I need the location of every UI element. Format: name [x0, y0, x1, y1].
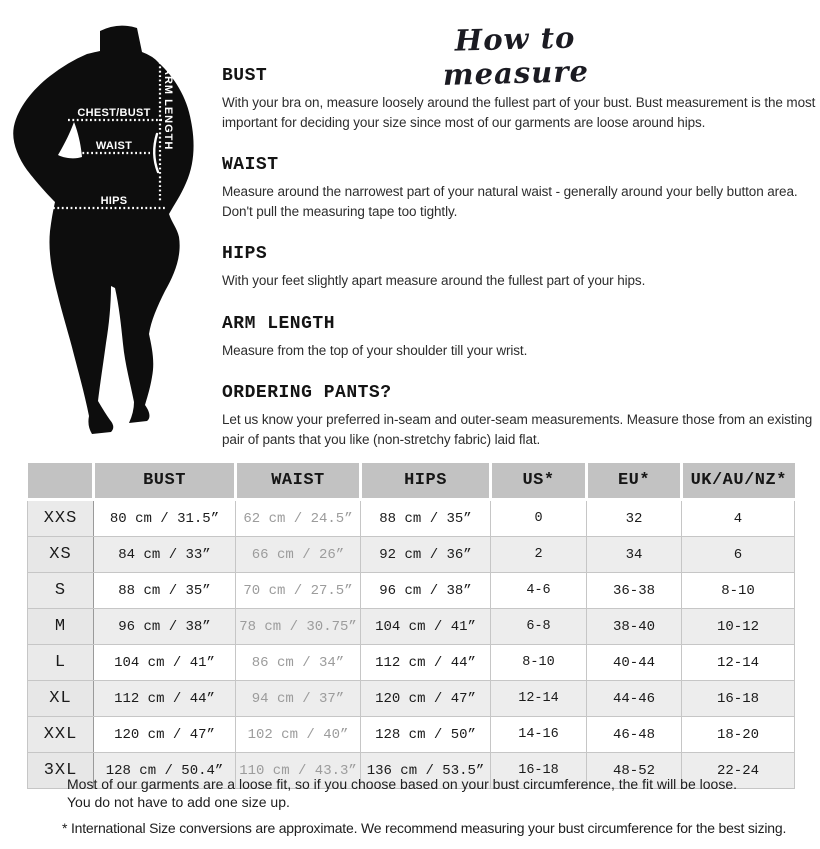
bust-value: 96 cm / 38”	[94, 609, 236, 645]
table-row-xxs	[28, 500, 795, 537]
section-arm-length	[222, 314, 816, 361]
section-hips-body: With your feet slightly apart measure around the fullest part of your hips.	[222, 273, 646, 288]
waist-value: 78 cm / 30.75”	[236, 609, 361, 645]
waist-value: 86 cm / 34”	[236, 645, 361, 681]
uk-value: 10-12	[682, 609, 795, 645]
header-bust: BUST	[94, 463, 236, 500]
us-value: 12-14	[491, 681, 587, 717]
table-row-s	[28, 573, 795, 609]
table-row-xxl	[28, 717, 795, 753]
measure-instructions	[222, 66, 816, 449]
uk-value: 6	[682, 537, 795, 573]
waist-value: 102 cm / 40”	[236, 717, 361, 753]
header-uk-au-nz: UK/AU/NZ*	[682, 463, 795, 500]
us-value: 14-16	[491, 717, 587, 753]
uk-value: 18-20	[682, 717, 795, 753]
eu-value: 40-44	[587, 645, 682, 681]
loose-fit-note-line1: Most of our garments are a loose fit, so if you choose based on your bust circumference, the fit will be loose.	[67, 776, 738, 792]
eu-value: 32	[587, 500, 682, 537]
loose-fit-note	[67, 776, 807, 811]
header-size	[28, 463, 94, 500]
bust-value: 120 cm / 47”	[94, 717, 236, 753]
size-label: XL	[28, 681, 94, 717]
section-hips	[222, 244, 816, 291]
eu-value: 36-38	[587, 573, 682, 609]
page-title: How to measure	[442, 20, 590, 92]
table-row-xl	[28, 681, 795, 717]
eu-value: 34	[587, 537, 682, 573]
waist-value: 66 cm / 26”	[236, 537, 361, 573]
size-label: XXS	[28, 500, 94, 537]
body-silhouette-icon	[8, 25, 218, 450]
size-label: XXL	[28, 717, 94, 753]
eu-value: 44-46	[587, 681, 682, 717]
hips-value: 120 cm / 47”	[361, 681, 491, 717]
hips-value: 92 cm / 36”	[361, 537, 491, 573]
measurement-figure	[8, 25, 218, 450]
eu-value: 48-52	[587, 753, 682, 789]
header-eu: EU*	[587, 463, 682, 500]
section-bust	[222, 66, 816, 132]
section-arm-length-heading: ARM LENGTH	[222, 313, 336, 334]
eu-value: 38-40	[587, 609, 682, 645]
us-value: 6-8	[491, 609, 587, 645]
figure-waist-label: WAIST	[95, 140, 133, 152]
table-row-xs	[28, 537, 795, 573]
bust-value: 128 cm / 50.4”	[94, 753, 236, 789]
hips-value: 112 cm / 44”	[361, 645, 491, 681]
section-ordering-pants	[222, 383, 816, 449]
header-us: US*	[491, 463, 587, 500]
size-label: 3XL	[28, 753, 94, 789]
bust-value: 88 cm / 35”	[94, 573, 236, 609]
hips-value: 88 cm / 35”	[361, 500, 491, 537]
loose-fit-note-line2: You do not have to add one size up.	[67, 793, 290, 810]
figure-arm-length-label: ARM LENGTH	[162, 67, 174, 151]
size-label: S	[28, 573, 94, 609]
hips-value: 136 cm / 53.5”	[361, 753, 491, 789]
hips-value: 96 cm / 38”	[361, 573, 491, 609]
section-ordering-pants-heading: ORDERING PANTS?	[222, 383, 392, 403]
us-value: 16-18	[491, 753, 587, 789]
size-label: XS	[28, 537, 94, 573]
waist-value: 94 cm / 37”	[236, 681, 361, 717]
section-arm-length-body: Measure from the top of your shoulder till your wrist.	[222, 342, 528, 358]
header-waist: WAIST	[236, 463, 361, 500]
waist-value: 62 cm / 24.5”	[236, 500, 361, 537]
us-value: 0	[491, 500, 587, 537]
eu-value: 46-48	[587, 717, 682, 753]
section-waist	[222, 155, 816, 221]
section-ordering-pants-body: Let us know your preferred in-seam and outer-seam measurements. Measure those from an existing pair of pants that you like (non-stretchy fabric) laid flat.	[222, 412, 813, 447]
section-waist-body: Measure around the narrowest part of your natural waist - generally around your belly button area. Don't pull the measuring tape too tightly.	[222, 184, 798, 219]
size-chart-table	[27, 463, 795, 789]
bust-value: 104 cm / 41”	[94, 645, 236, 681]
section-hips-heading: HIPS	[222, 244, 268, 264]
us-value: 4-6	[491, 573, 587, 609]
uk-value: 12-14	[682, 645, 795, 681]
bust-value: 112 cm / 44”	[94, 681, 236, 717]
hips-value: 128 cm / 50”	[361, 717, 491, 753]
international-size-footnote: * International Size conversions are approximate. We recommend measuring your bust circumference for the best sizing.	[62, 820, 787, 836]
section-bust-body: With your bra on, measure loosely around the fullest part of your bust. Bust measurement is the most important for deciding your size since most of our garments are loose around hips.	[222, 95, 816, 130]
us-value: 2	[491, 537, 587, 573]
figure-chest-label: CHEST/BUST	[77, 107, 151, 119]
size-label: M	[28, 609, 94, 645]
waist-value: 70 cm / 27.5”	[236, 573, 361, 609]
section-bust-heading: BUST	[222, 66, 268, 86]
uk-value: 16-18	[682, 681, 795, 717]
uk-value: 22-24	[682, 753, 795, 789]
table-row-m	[28, 609, 795, 645]
bust-value: 84 cm / 33”	[94, 537, 236, 573]
hips-value: 104 cm / 41”	[361, 609, 491, 645]
us-value: 8-10	[491, 645, 587, 681]
uk-value: 8-10	[682, 573, 795, 609]
size-chart-header-row	[28, 463, 795, 500]
size-label: L	[28, 645, 94, 681]
table-row-l	[28, 645, 795, 681]
uk-value: 4	[682, 500, 795, 537]
header-hips: HIPS	[361, 463, 491, 500]
bust-value: 80 cm / 31.5”	[94, 500, 236, 537]
figure-hips-label: HIPS	[100, 195, 128, 207]
waist-value: 110 cm / 43.3”	[236, 753, 361, 789]
section-waist-heading: WAIST	[222, 155, 279, 175]
